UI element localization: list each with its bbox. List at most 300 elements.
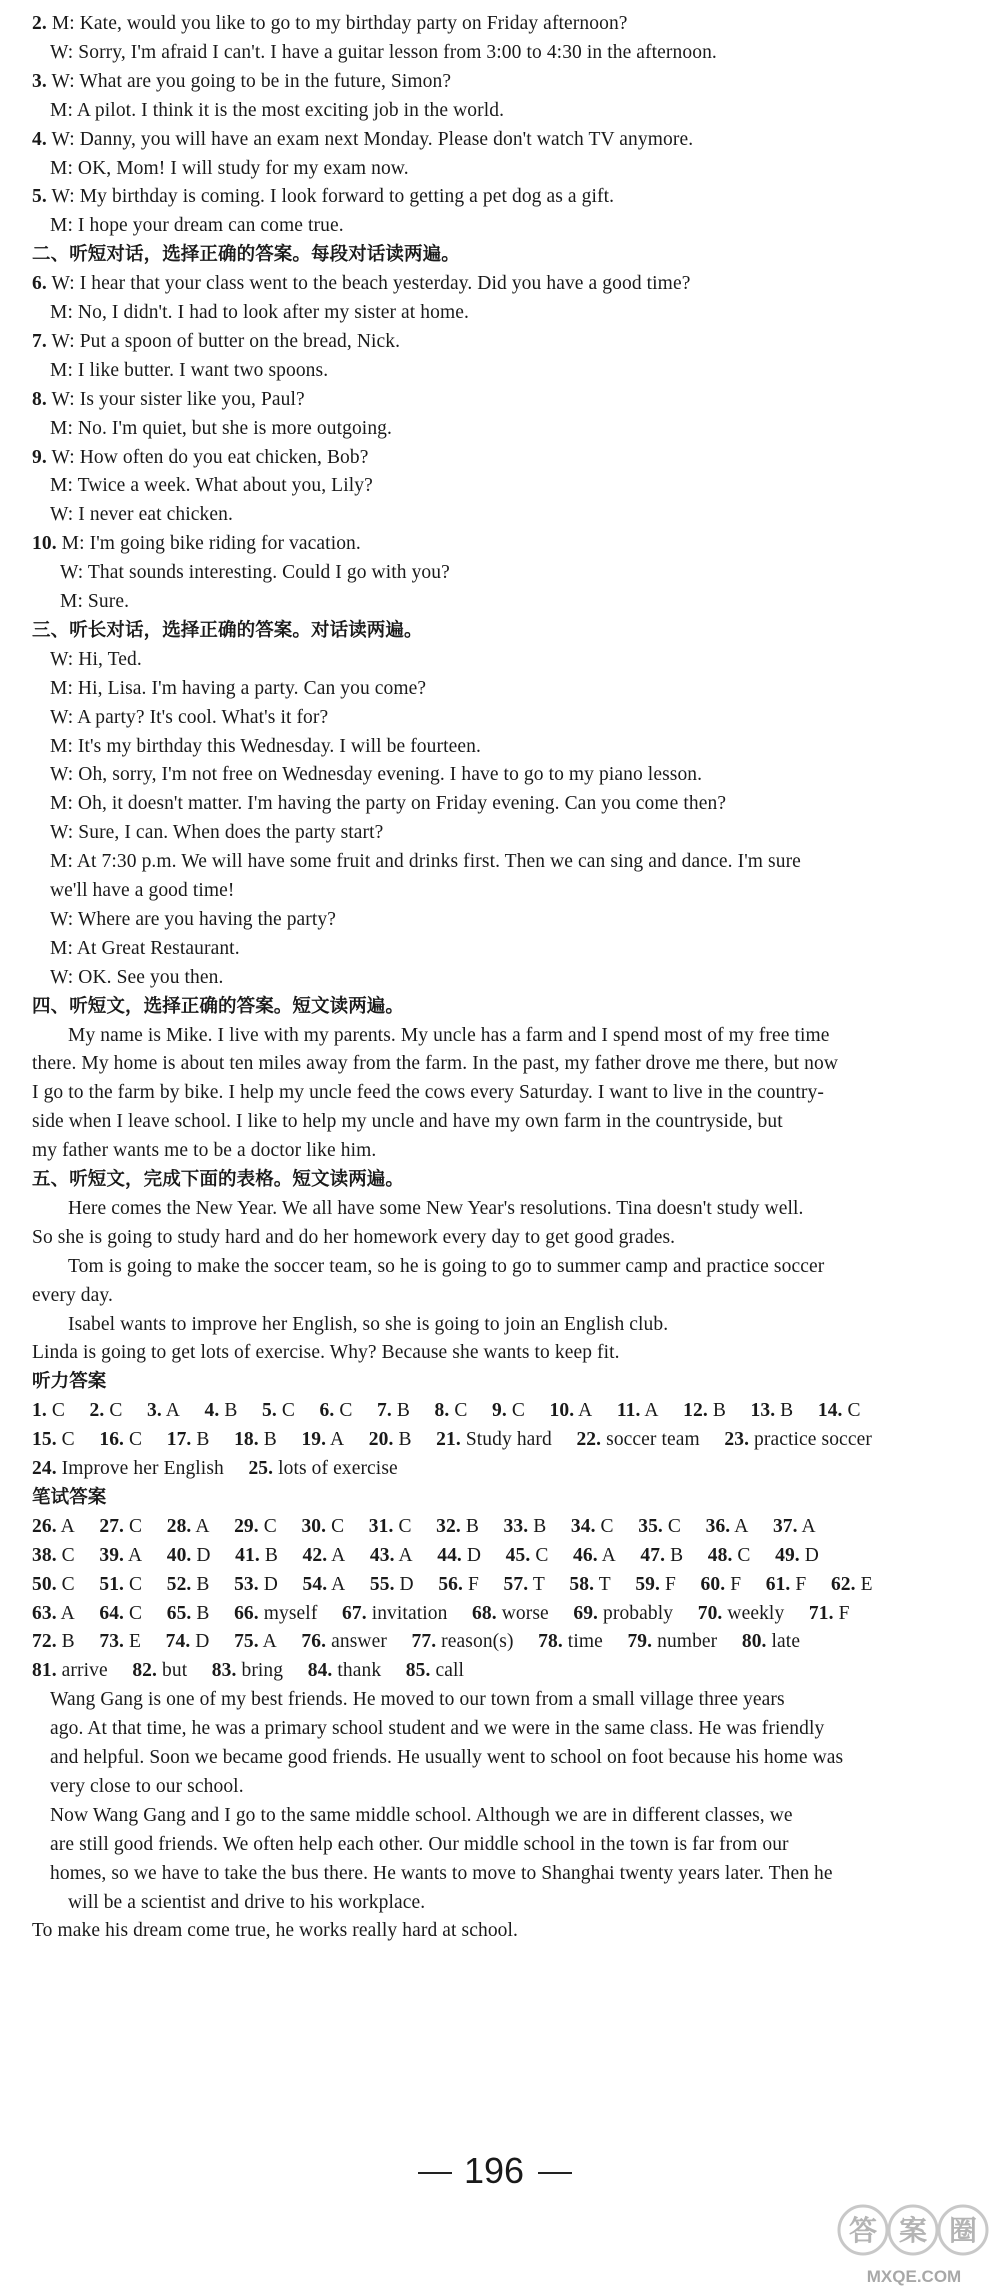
answer-value: B: [533, 1515, 547, 1537]
answer-value: C: [129, 1573, 143, 1595]
answer-number: 80.: [741, 1631, 767, 1653]
answer-value: B: [712, 1400, 726, 1422]
text-line: [32, 270, 690, 298]
answer-number: 73.: [99, 1631, 125, 1653]
line-text: M: Oh, it doesn't matter. I'm having the party on Friday evening. Can you come then?: [50, 793, 727, 815]
answer-number: 78.: [538, 1631, 563, 1653]
line-text: W: Put a spoon of butter on the bread, Nick.: [51, 330, 401, 352]
watermark-char: 案: [898, 2214, 928, 2247]
answer-number: 20.: [368, 1429, 394, 1451]
answer-row: [32, 1657, 464, 1685]
line-text: M: A pilot. I think it is the most exciting job in the world.: [50, 99, 505, 121]
answer-value: probably: [603, 1602, 674, 1624]
text-line: [50, 97, 504, 125]
answer-number: 72.: [32, 1631, 57, 1653]
answer-number: 39.: [99, 1544, 125, 1566]
line-text: W: A party? It's cool. What's it for?: [50, 706, 329, 728]
answer-number: 79.: [627, 1631, 653, 1653]
line-text: My name is Mike. I live with my parents. My uncle has a farm and I spend most of my free time: [68, 1024, 830, 1046]
answer-number: 6.: [319, 1400, 335, 1422]
answer-value: A: [330, 1429, 345, 1451]
answer-value: B: [224, 1400, 238, 1422]
answer-number: 18.: [234, 1429, 259, 1451]
item-number: 8.: [32, 388, 47, 410]
answer-number: 28.: [166, 1515, 192, 1537]
answer-number: 1.: [32, 1400, 47, 1422]
answer-value: C: [281, 1400, 295, 1422]
answer-value: late: [771, 1631, 801, 1653]
answer-value: C: [847, 1400, 861, 1422]
answer-number: 24.: [32, 1458, 57, 1479]
text-line: [32, 1108, 783, 1136]
answer-value: C: [331, 1515, 345, 1537]
answer-value: T: [532, 1573, 545, 1595]
line-text: W: I never eat chicken.: [50, 504, 233, 526]
text-line: [50, 790, 726, 818]
answer-row: [32, 1600, 850, 1628]
text-line: [32, 530, 361, 558]
answer-value: A: [60, 1515, 75, 1537]
answer-value: B: [196, 1429, 210, 1451]
line-text: W: Hi, Ted.: [50, 648, 142, 670]
section-heading: 三、听长对话，选择正确的答案。对话读两遍。: [32, 619, 423, 641]
line-text: W: How often do you eat chicken, Bob?: [51, 446, 369, 468]
answer-value: B: [780, 1400, 794, 1422]
text-line: [50, 1831, 789, 1859]
answer-number: 61.: [765, 1573, 791, 1595]
item-number: 3.: [32, 70, 47, 92]
answer-number: 3.: [147, 1400, 162, 1422]
answer-value: F: [730, 1573, 742, 1595]
line-text: W: Oh, sorry, I'm not free on Wednesday evening. I have to go to my piano lesson.: [50, 764, 703, 786]
line-text: M: Sure.: [60, 591, 130, 612]
item-number: 10.: [32, 533, 57, 555]
line-text: W: Is your sister like you, Paul?: [51, 388, 305, 410]
text-line: [32, 1137, 376, 1165]
answer-value: F: [795, 1573, 807, 1595]
line-text: very close to our school.: [50, 1775, 244, 1797]
page-number: 196: [464, 2150, 525, 2191]
answer-number: 22.: [576, 1429, 602, 1451]
answer-row: [32, 1397, 861, 1425]
answer-number: 10.: [549, 1400, 575, 1422]
answer-value: D: [263, 1573, 278, 1595]
text-line: [32, 126, 693, 154]
answer-value: soccer team: [606, 1429, 700, 1451]
answer-number: 21.: [436, 1429, 461, 1451]
answer-number: 69.: [573, 1602, 599, 1624]
answer-value: D: [196, 1544, 211, 1566]
text-line: [50, 646, 142, 674]
answer-value: C: [667, 1515, 682, 1537]
answer-value: C: [600, 1515, 614, 1537]
answer-value: B: [670, 1544, 684, 1566]
answer-number: 56.: [438, 1573, 463, 1595]
text-line: [32, 328, 400, 356]
line-text: homes, so we have to take the bus there. He wants to move to Shanghai twenty years later. Then he: [50, 1862, 833, 1884]
answer-row: [32, 1455, 398, 1483]
item-number: 6.: [32, 273, 47, 295]
answer-value: E: [129, 1631, 142, 1653]
answer-row: [32, 1542, 819, 1570]
answer-value: C: [535, 1544, 549, 1566]
answer-number: 13.: [750, 1400, 776, 1422]
watermark-char: 圈: [948, 2214, 978, 2247]
text-line: [50, 472, 373, 500]
line-text: M: OK, Mom! I will study for my exam now.: [50, 157, 409, 179]
answer-value: B: [196, 1573, 210, 1595]
answer-number: 49.: [775, 1544, 800, 1566]
text-line: [32, 1339, 620, 1367]
answer-value: arrive: [61, 1660, 108, 1682]
line-text: ago. At that time, he was a primary school student and we were in the same class. He was friendly: [50, 1718, 825, 1740]
answer-value: E: [860, 1573, 873, 1595]
answer-value: C: [61, 1573, 75, 1595]
answer-number: 33.: [503, 1515, 529, 1537]
answer-number: 42.: [302, 1544, 328, 1566]
answer-number: 76.: [301, 1631, 327, 1653]
answer-value: C: [129, 1515, 143, 1537]
answer-number: 66.: [234, 1602, 259, 1624]
text-line: [50, 1715, 824, 1743]
answer-number: 57.: [503, 1573, 529, 1595]
answer-value: F: [838, 1602, 850, 1624]
answer-number: 58.: [569, 1573, 595, 1595]
line-text: Now Wang Gang and I go to the same middle school. Although we are in different classes, we: [50, 1804, 793, 1826]
answer-value: B: [398, 1429, 412, 1451]
answer-value: bring: [241, 1660, 284, 1682]
line-text: M: I like butter. I want two spoons.: [50, 359, 329, 381]
answer-value: worse: [501, 1602, 549, 1624]
answer-number: 35.: [638, 1515, 663, 1537]
answer-number: 47.: [640, 1544, 666, 1566]
answer-number: 29.: [234, 1515, 259, 1537]
section-heading: 二、听短对话，选择正确的答案。每段对话读两遍。: [32, 244, 460, 266]
answer-number: 8.: [434, 1400, 450, 1422]
answer-number: 70.: [697, 1602, 723, 1624]
answer-value: lots of exercise: [278, 1458, 398, 1479]
answer-number: 84.: [307, 1660, 333, 1682]
answer-value: C: [61, 1429, 75, 1451]
line-text: W: I hear that your class went to the beach yesterday. Did you have a good time?: [51, 273, 691, 295]
line-text: M: No, I didn't. I had to look after my sister at home.: [50, 302, 469, 323]
item-number: 5.: [32, 186, 47, 208]
line-text: M: At 7:30 p.m. We will have some fruit and drinks first. Then we can sing and dance. I'm sure: [50, 851, 801, 873]
answer-number: 46.: [573, 1544, 598, 1566]
answer-value: A: [578, 1400, 593, 1422]
text-line: [50, 299, 469, 327]
line-text: M: Kate, would you like to go to my birthday party on Friday afternoon?: [51, 13, 628, 34]
answer-number: 74.: [165, 1631, 191, 1653]
text-line: [68, 1889, 425, 1917]
answer-value: B: [61, 1631, 75, 1653]
answer-number: 52.: [166, 1573, 192, 1595]
answer-value: call: [435, 1660, 465, 1682]
text-line: [50, 1686, 785, 1714]
answer-number: 41.: [235, 1544, 260, 1566]
line-text: To make his dream come true, he works really hard at school.: [32, 1920, 519, 1942]
answer-value: myself: [263, 1602, 318, 1624]
text-line: [50, 675, 426, 703]
site-watermark-logo: [830, 2190, 1000, 2290]
answer-value: A: [801, 1515, 816, 1537]
answer-value: A: [195, 1515, 210, 1537]
line-text: W: Danny, you will have an exam next Monday. Please don't watch TV anymore.: [51, 128, 694, 150]
answer-value: T: [598, 1573, 611, 1595]
section-heading: 四、听短文，选择正确的答案。短文读两遍。: [32, 995, 405, 1017]
text-line: [32, 1917, 518, 1945]
answer-value: but: [162, 1660, 188, 1682]
answer-number: 31.: [368, 1515, 394, 1537]
text-line: [50, 906, 336, 934]
answer-value: C: [454, 1400, 468, 1422]
answer-number: 82.: [132, 1660, 158, 1682]
answer-value: Study hard: [465, 1429, 552, 1451]
answer-number: 53.: [234, 1573, 259, 1595]
answer-number: 25.: [248, 1458, 274, 1479]
answer-value: C: [737, 1544, 751, 1566]
answer-number: 7.: [377, 1400, 392, 1422]
line-text: W: My birthday is coming. I look forward to getting a pet dog as a gift.: [51, 186, 615, 208]
answer-row: [32, 1628, 800, 1656]
answer-number: 11.: [616, 1400, 641, 1422]
answer-number: 14.: [817, 1400, 843, 1422]
answer-number: 16.: [99, 1429, 125, 1451]
text-line: [50, 1773, 244, 1801]
text-line: [50, 1744, 843, 1772]
answer-number: 85.: [405, 1660, 431, 1682]
section-heading: 笔试答案: [32, 1486, 107, 1508]
answer-value: invitation: [371, 1602, 448, 1624]
answer-value: A: [331, 1573, 346, 1595]
line-text: M: At Great Restaurant.: [50, 937, 240, 959]
answer-value: B: [264, 1544, 278, 1566]
answer-value: B: [196, 1602, 210, 1624]
text-line: [50, 704, 328, 732]
answer-value: weekly: [727, 1602, 785, 1624]
answer-number: 65.: [166, 1602, 192, 1624]
answer-number: 30.: [301, 1515, 327, 1537]
text-line: [50, 155, 409, 183]
answer-number: 36.: [705, 1515, 731, 1537]
answer-value: C: [263, 1515, 277, 1537]
answer-value: F: [665, 1573, 676, 1595]
line-text: Wang Gang is one of my best friends. He moved to our town from a small village three years: [50, 1689, 785, 1711]
answer-number: 9.: [492, 1400, 507, 1422]
answer-value: A: [398, 1544, 413, 1566]
answer-row: [32, 1571, 873, 1599]
answer-number: 17.: [166, 1429, 192, 1451]
line-text: M: Twice a week. What about you, Lily?: [50, 475, 373, 497]
answer-number: 23.: [724, 1429, 750, 1451]
answer-number: 26.: [32, 1515, 57, 1537]
line-text: are still good friends. We often help each other. Our middle school in the town is far from our: [50, 1833, 789, 1855]
answer-number: 59.: [635, 1573, 661, 1595]
text-line: [50, 212, 344, 240]
item-number: 9.: [32, 446, 47, 468]
text-line: [50, 964, 224, 992]
text-line: [50, 848, 801, 876]
text-line: [32, 1224, 675, 1252]
line-text: W: Sorry, I'm afraid I can't. I have a guitar lesson from 3:00 to 4:30 in the afternoon.: [50, 41, 717, 63]
answer-value: A: [734, 1515, 749, 1537]
answer-number: 38.: [32, 1544, 57, 1566]
answer-number: 48.: [707, 1544, 733, 1566]
answer-number: 44.: [437, 1544, 462, 1566]
line-text: W: What are you going to be in the future, Simon?: [51, 70, 452, 92]
text-line: [68, 1022, 830, 1050]
answer-number: 50.: [32, 1573, 57, 1595]
answer-value: A: [165, 1400, 180, 1422]
line-text: every day.: [32, 1284, 113, 1306]
answer-value: B: [465, 1515, 479, 1537]
text-line: [60, 559, 450, 587]
line-text: we'll have a good time!: [50, 880, 235, 901]
answer-value: C: [61, 1544, 75, 1566]
line-text: M: I'm going bike riding for vacation.: [61, 533, 361, 555]
answer-value: practice soccer: [754, 1429, 872, 1451]
answer-value: C: [109, 1400, 123, 1422]
answer-value: A: [60, 1602, 75, 1624]
line-text: Tom is going to make the soccer team, so he is going to go to summer camp and practice soccer: [68, 1255, 825, 1277]
text-line: [50, 501, 233, 529]
text-line: [32, 386, 305, 414]
text-line: [32, 1282, 113, 1310]
text-line: [50, 1802, 793, 1830]
answer-number: 19.: [301, 1429, 327, 1451]
answer-number: 37.: [772, 1515, 798, 1537]
text-line: [68, 1195, 804, 1223]
answer-value: C: [339, 1400, 353, 1422]
answer-number: 71.: [808, 1602, 834, 1624]
answer-number: 77.: [411, 1631, 437, 1653]
line-text: my father wants me to be a doctor like him.: [32, 1140, 377, 1162]
answer-number: 62.: [830, 1573, 856, 1595]
answer-value: D: [195, 1631, 210, 1653]
answer-number: 45.: [505, 1544, 531, 1566]
answer-value: thank: [337, 1660, 382, 1682]
answer-value: A: [127, 1544, 143, 1566]
answer-value: time: [567, 1631, 603, 1653]
answer-row: [32, 1513, 816, 1541]
text-line: [50, 935, 240, 963]
line-text: Isabel wants to improve her English, so she is going to join an English club.: [68, 1313, 669, 1335]
line-text: W: That sounds interesting. Could I go with you?: [60, 562, 450, 584]
answer-value: C: [398, 1515, 412, 1537]
text-line: [50, 733, 481, 761]
line-text: I go to the farm by bike. I help my uncle feed the cows every Saturday. I want to live in the country-: [32, 1082, 824, 1104]
answer-value: A: [331, 1544, 346, 1566]
answer-value: B: [263, 1429, 277, 1451]
line-text: will be a scientist and drive to his workplace.: [68, 1891, 426, 1913]
answer-number: 15.: [32, 1429, 57, 1451]
answer-number: 68.: [472, 1602, 497, 1624]
answer-number: 63.: [32, 1602, 57, 1624]
text-line: [68, 1253, 824, 1281]
answer-value: D: [804, 1544, 819, 1566]
text-line: [50, 877, 235, 905]
line-text: M: It's my birthday this Wednesday. I will be fourteen.: [50, 735, 481, 757]
line-text: W: Where are you having the party?: [50, 908, 337, 930]
answer-value: C: [51, 1400, 65, 1422]
watermark-url: MXQE.COM: [866, 2267, 962, 2286]
text-line: [32, 1050, 838, 1078]
answer-value: reason(s): [441, 1631, 514, 1653]
line-text: M: I hope your dream can come true.: [50, 215, 344, 237]
item-number: 7.: [32, 330, 47, 352]
answer-row: [32, 1426, 872, 1454]
answer-value: Improve her English: [61, 1458, 224, 1479]
line-text: and helpful. Soon we became good friends. He usually went to school on foot because his home was: [50, 1747, 844, 1768]
answer-number: 34.: [570, 1515, 596, 1537]
answer-number: 55.: [369, 1573, 395, 1595]
answer-number: 83.: [211, 1660, 237, 1682]
text-line: [50, 39, 717, 67]
answer-value: answer: [331, 1631, 387, 1653]
answer-value: A: [644, 1400, 659, 1422]
text-line: [32, 10, 628, 38]
page-number-left-dash: [418, 2172, 452, 2174]
text-line: [50, 1860, 833, 1888]
watermark-char: 答: [848, 2214, 878, 2247]
answer-value: C: [129, 1602, 143, 1624]
section-heading: 五、听短文，完成下面的表格。短文读两遍。: [32, 1169, 405, 1190]
section-heading: 听力答案: [32, 1371, 107, 1393]
answer-value: F: [467, 1573, 479, 1595]
text-line: [32, 68, 451, 96]
answer-number: 67.: [342, 1602, 367, 1624]
answer-number: 43.: [369, 1544, 395, 1566]
text-line: [68, 1311, 668, 1339]
line-text: Linda is going to get lots of exercise. Why? Because she wants to keep fit.: [32, 1342, 620, 1364]
line-text: W: Sure, I can. When does the party start?: [50, 822, 384, 844]
item-number: 2.: [32, 13, 47, 34]
answer-number: 75.: [234, 1631, 259, 1653]
answer-number: 54.: [302, 1573, 328, 1595]
answer-value: A: [262, 1631, 277, 1653]
text-line: [50, 819, 383, 847]
line-text: Here comes the New Year. We all have some New Year's resolutions. Tina doesn't study well.: [68, 1197, 804, 1219]
line-text: side when I leave school. I like to help my uncle and have my own farm in the countryside, but: [32, 1111, 783, 1133]
answer-number: 4.: [204, 1400, 220, 1422]
answer-number: 40.: [166, 1544, 192, 1566]
line-text: M: No. I'm quiet, but she is more outgoing.: [50, 417, 392, 439]
line-text: there. My home is about ten miles away from the farm. In the past, my father drove me there, but now: [32, 1053, 839, 1075]
answer-number: 51.: [99, 1573, 125, 1595]
answer-value: D: [466, 1544, 482, 1566]
answer-number: 12.: [683, 1400, 708, 1422]
line-text: So she is going to study hard and do her homework every day to get good grades.: [32, 1226, 676, 1248]
answer-value: B: [396, 1400, 410, 1422]
text-line: [50, 357, 328, 385]
answer-value: C: [129, 1429, 143, 1451]
answer-value: number: [657, 1631, 718, 1653]
answer-number: 32.: [436, 1515, 461, 1537]
answer-number: 81.: [32, 1660, 57, 1682]
item-number: 4.: [32, 128, 47, 150]
answer-number: 5.: [262, 1400, 277, 1422]
answer-value: D: [399, 1573, 414, 1595]
text-line: [32, 1079, 824, 1107]
text-line: [32, 444, 369, 472]
answer-number: 2.: [89, 1400, 105, 1422]
text-line: [50, 761, 702, 789]
line-text: W: OK. See you then.: [50, 966, 224, 988]
line-text: M: Hi, Lisa. I'm having a party. Can you come?: [50, 677, 427, 699]
answer-number: 60.: [700, 1573, 726, 1595]
text-line: [60, 588, 129, 616]
answer-value: C: [511, 1400, 525, 1422]
